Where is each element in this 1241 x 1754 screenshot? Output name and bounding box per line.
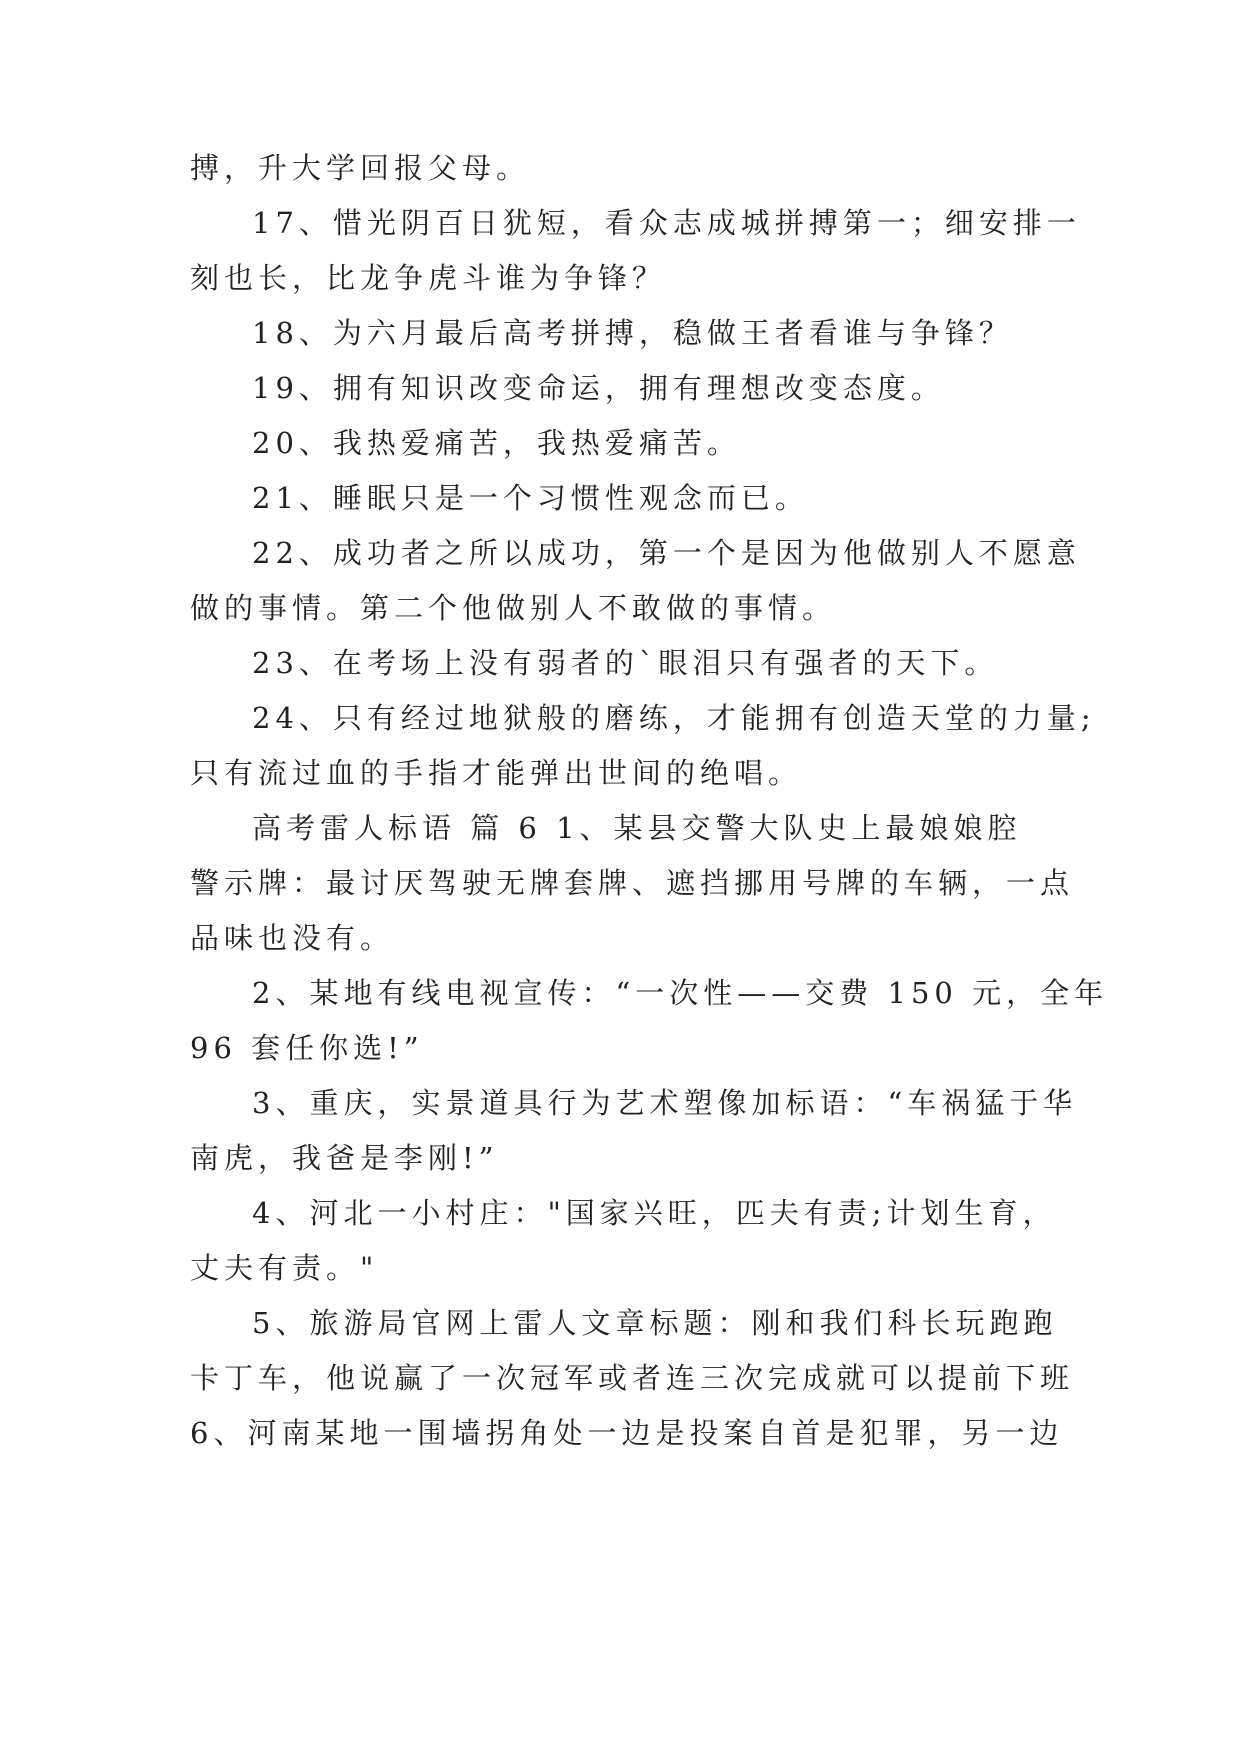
- text-line: 只有流过血的手指才能弹出世间的绝唱。: [190, 756, 803, 790]
- text-line: 24、只有经过地狱般的磨练，才能拥有创造天堂的力量;: [252, 701, 1096, 735]
- text-line: 5、旅游局官网上雷人文章标题：刚和我们科长玩跑跑: [252, 1306, 1058, 1340]
- text-line: 卡丁车，他说赢了一次冠军或者连三次完成就可以提前下班: [190, 1361, 1075, 1395]
- text-line: 4、河北一小村庄："国家兴旺，匹夫有责;计划生育，: [252, 1196, 1057, 1230]
- text-line: 17、惜光阴百日犹短，看众志成城拼搏第一；细安排一: [252, 206, 1081, 240]
- text-line: 做的事情。第二个他做别人不敢做的事情。: [190, 591, 837, 625]
- text-line: 18、为六月最后高考拼搏，稳做王者看谁与争锋？: [252, 316, 1013, 350]
- text-line: 23、在考场上没有弱者的`眼泪只有强者的天下。: [252, 646, 999, 680]
- text-line: 21、睡眠只是一个习惯性观念而已。: [252, 481, 809, 515]
- section-heading-line: 高考雷人标语 篇 6 1、某县交警大队史上最娘娘腔: [252, 811, 1022, 845]
- text-line: 22、成功者之所以成功，第一个是因为他做别人不愿意: [252, 536, 1081, 570]
- text-line: 20、我热爱痛苦，我热爱痛苦。: [252, 426, 741, 460]
- text-line: 96 套任你选!”: [190, 1031, 424, 1065]
- text-line: 丈夫有责。": [190, 1251, 379, 1285]
- text-line: 警示牌：最讨厌驾驶无牌套牌、遮挡挪用号牌的车辆，一点: [190, 866, 1075, 900]
- text-line: 品味也没有。: [190, 921, 395, 955]
- text-line: 刻也长，比龙争虎斗谁为争锋？: [190, 261, 667, 295]
- text-line: 搏，升大学回报父母。: [190, 151, 531, 185]
- text-line: 6、河南某地一围墙拐角处一边是投案自首是犯罪，另一边: [190, 1416, 1064, 1450]
- text-line: 19、拥有知识改变命运，拥有理想改变态度。: [252, 371, 945, 405]
- text-line: 3、重庆，实景道具行为艺术塑像加标语：“车祸猛于华: [252, 1086, 1078, 1120]
- text-line: 2、某地有线电视宣传：“一次性——交费 150 元，全年: [252, 976, 1109, 1010]
- text-line: 南虎，我爸是李刚!”: [190, 1141, 499, 1175]
